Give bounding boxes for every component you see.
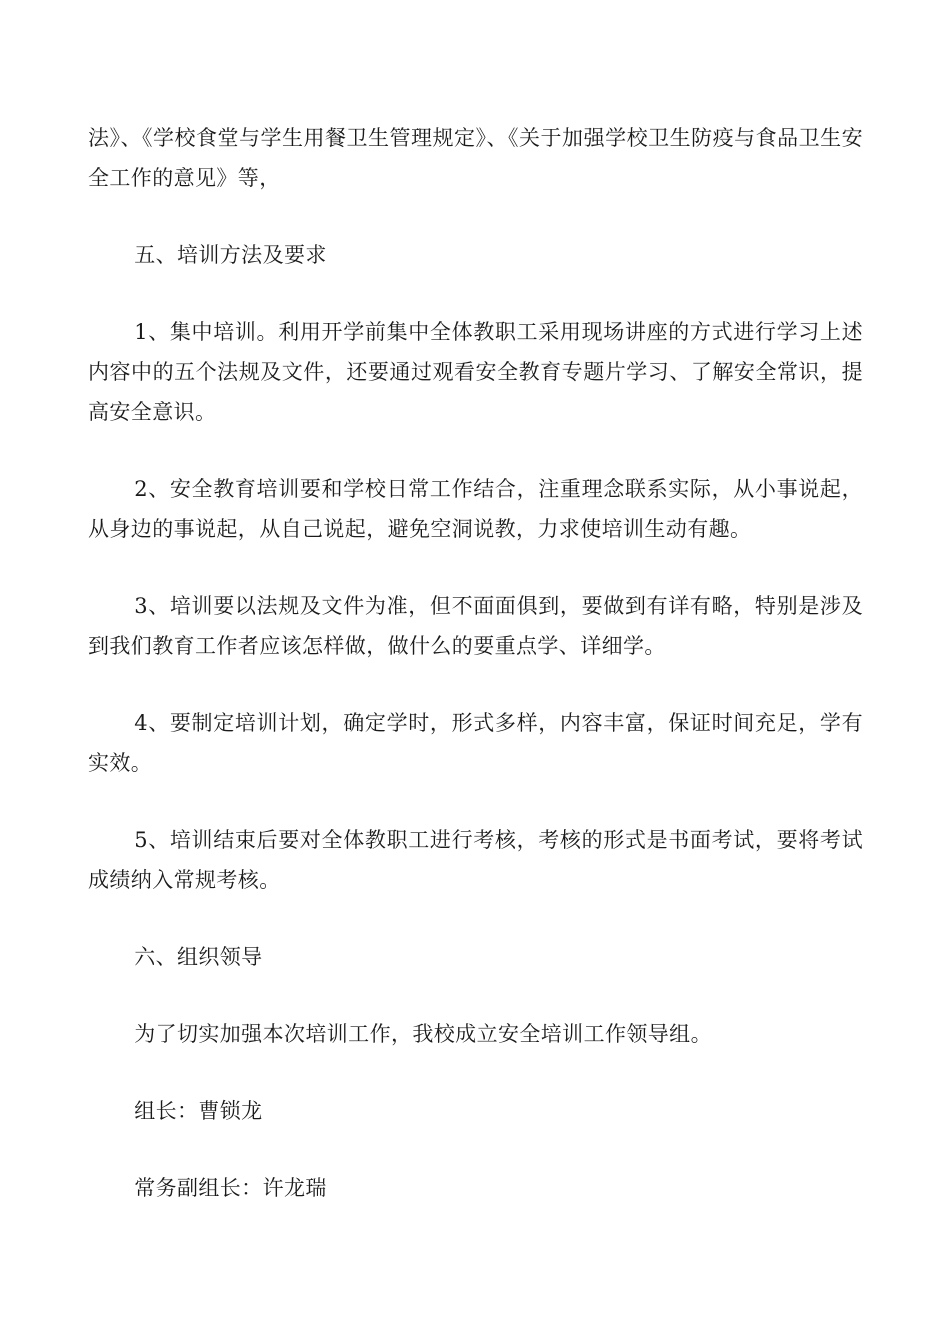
paragraph-item-1: 1、集中培训。利用开学前集中全体教职工采用现场讲座的方式进行学习上述内容中的五个法规及文件，还要通过观看安全教育专题片学习、了解安全常识，提高安全意识。 bbox=[88, 320, 863, 424]
paragraph-deputy-leader: 常务副组长：许龙瑞 bbox=[134, 1176, 327, 1200]
section-heading-training-methods: 五、培训方法及要求 bbox=[134, 243, 327, 267]
paragraph-organization-intro: 为了切实加强本次培训工作，我校成立安全培训工作领导组。 bbox=[134, 1022, 712, 1046]
paragraph-item-3: 3、培训要以法规及文件为准，但不面面俱到，要做到有详有略，特别是涉及到我们教育工作者应该怎样做，做什么的要重点学、详细学。 bbox=[88, 594, 863, 658]
paragraph-continuation: 法》、《学校食堂与学生用餐卫生管理规定》、《关于加强学校卫生防疫与食品卫生安全工作的意见》等， bbox=[88, 126, 863, 190]
paragraph-item-5: 5、培训结束后要对全体教职工进行考核，考核的形式是书面考试，要将考试成绩纳入常规考核。 bbox=[88, 828, 863, 892]
paragraph-item-4: 4、要制定培训计划，确定学时，形式多样，内容丰富，保证时间充足，学有实效。 bbox=[88, 711, 863, 775]
paragraph-group-leader: 组长：曹锁龙 bbox=[134, 1099, 263, 1123]
document-body bbox=[88, 118, 863, 1245]
paragraph-item-2: 2、安全教育培训要和学校日常工作结合，注重理念联系实际，从小事说起，从身边的事说起，从自己说起，避免空洞说教，力求使培训生动有趣。 bbox=[88, 477, 863, 541]
section-heading-organization: 六、组织领导 bbox=[134, 945, 263, 969]
